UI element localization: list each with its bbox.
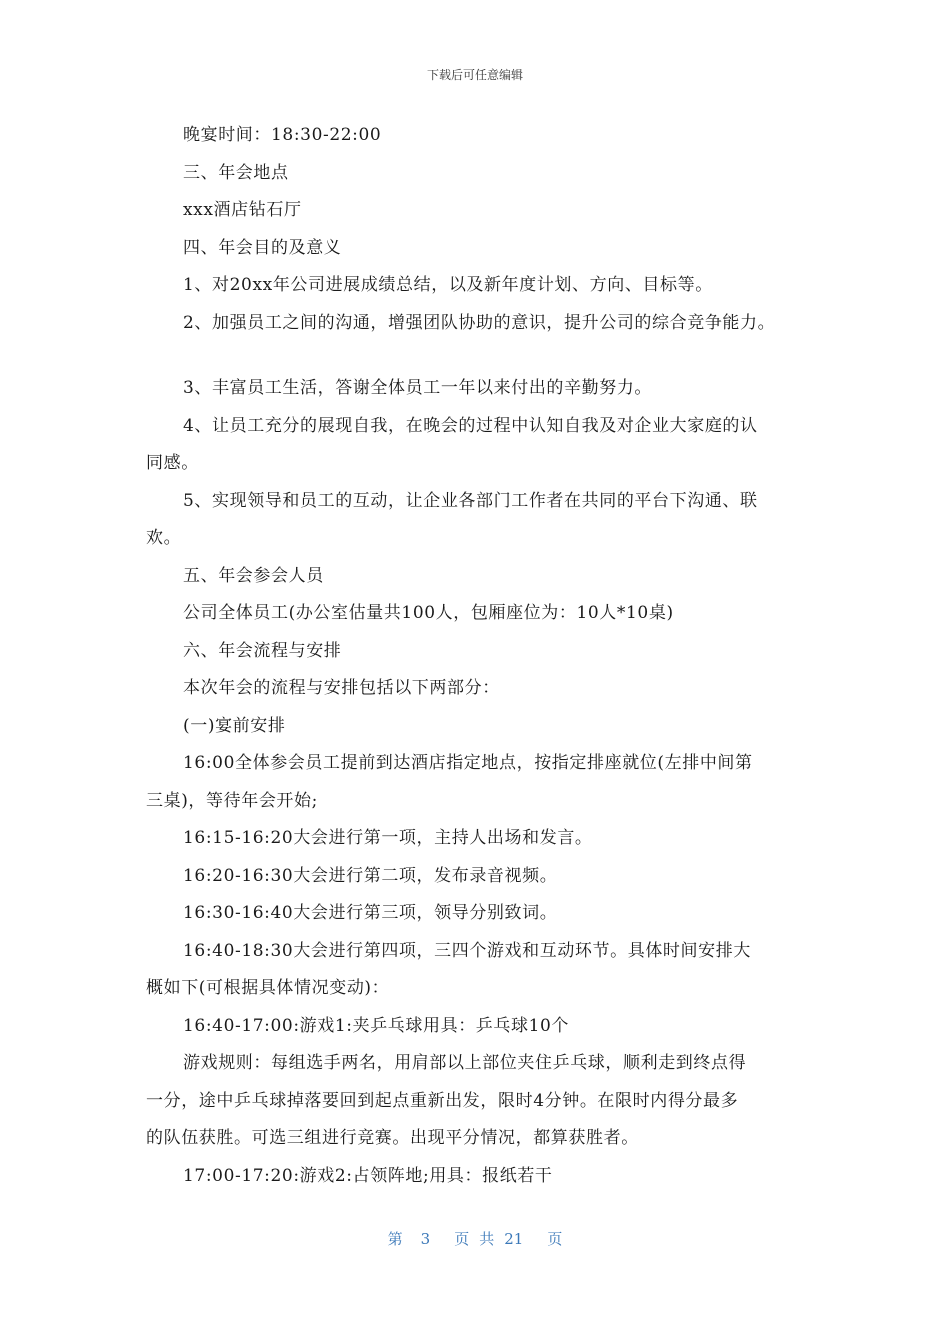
- list-item-continuation: 同感。: [146, 453, 199, 473]
- footer-total-label: 共: [479, 1230, 495, 1248]
- page-header: 下载后可任意编辑: [426, 68, 523, 82]
- text-line: 晚宴时间：18:30-22:00: [183, 125, 382, 145]
- schedule-item: 16:20-16:30大会进行第二项，发布录音视频。: [183, 865, 558, 886]
- schedule-item: 16:15-16:20大会进行第一项，主持人出场和发言。: [183, 828, 593, 848]
- subsection-heading: (一)宴前安排: [183, 715, 286, 736]
- section-heading: 三、年会地点: [183, 162, 289, 183]
- schedule-item: 16:40-18:30大会进行第四项，三四个游戏和互动环节。具体时间安排大: [183, 940, 751, 961]
- footer-page-suffix: 页: [454, 1230, 470, 1248]
- text-line: 16:00全体参会员工提前到达酒店指定地点，按指定排座就位(左排中间第: [183, 753, 753, 773]
- list-item: 3、丰富员工生活，答谢全体员工一年以来付出的辛勤努力。: [183, 378, 653, 398]
- section-heading: 五、年会参会人员: [183, 565, 324, 586]
- list-item-continuation: 欢。: [146, 528, 182, 548]
- footer-total-pages: 21: [504, 1230, 524, 1248]
- list-item: 1、对20xx年公司进展成绩总结，以及新年度计划、方向、目标等。: [183, 275, 713, 295]
- document-body: [146, 117, 811, 1195]
- text-line-continuation: 三桌)，等待年会开始;: [146, 790, 318, 811]
- list-item: 4、让员工充分的展现自我，在晚会的过程中认知自我及对企业大家庭的认: [183, 415, 758, 436]
- footer-page-label: 第: [387, 1230, 403, 1248]
- text-line: 游戏规则：每组选手两名，用肩部以上部位夹住乒乓球，顺利走到终点得: [183, 1053, 747, 1073]
- text-line: xxx酒店钻石厅: [183, 200, 302, 220]
- paragraph-gap: [146, 342, 811, 370]
- schedule-item-continuation: 概如下(可根据具体情况变动)：: [146, 978, 390, 998]
- text-line: 公司全体员工(办公室估量共100人，包厢座位为：10人*10桌): [183, 603, 674, 623]
- text-line: 本次年会的流程与安排包括以下两部分：: [183, 678, 500, 698]
- section-heading: 四、年会目的及意义: [183, 237, 342, 258]
- footer-page-number: 3: [420, 1230, 431, 1248]
- list-item: 5、实现领导和员工的互动，让企业各部门工作者在共同的平台下沟通、联: [183, 490, 758, 511]
- section-heading: 六、年会流程与安排: [183, 640, 342, 661]
- list-item: 2、加强员工之间的沟通，增强团队协助的意识，提升公司的综合竞争能力。: [183, 312, 776, 333]
- text-line-continuation: 一分，途中乒乓球掉落要回到起点重新出发，限时4分钟。在限时内得分最多: [146, 1090, 739, 1111]
- page-footer: [0, 1228, 950, 1249]
- schedule-item: 17:00-17:20:游戏2:占领阵地;用具：报纸若干: [183, 1165, 553, 1186]
- schedule-item: 16:30-16:40大会进行第三项，领导分别致词。: [183, 903, 558, 923]
- footer-total-suffix: 页: [547, 1230, 563, 1248]
- text-line-continuation: 的队伍获胜。可选三组进行竞赛。出现平分情况，都算获胜者。: [146, 1128, 639, 1148]
- schedule-item: 16:40-17:00:游戏1:夹乒乓球用具：乒乓球10个: [183, 1015, 570, 1036]
